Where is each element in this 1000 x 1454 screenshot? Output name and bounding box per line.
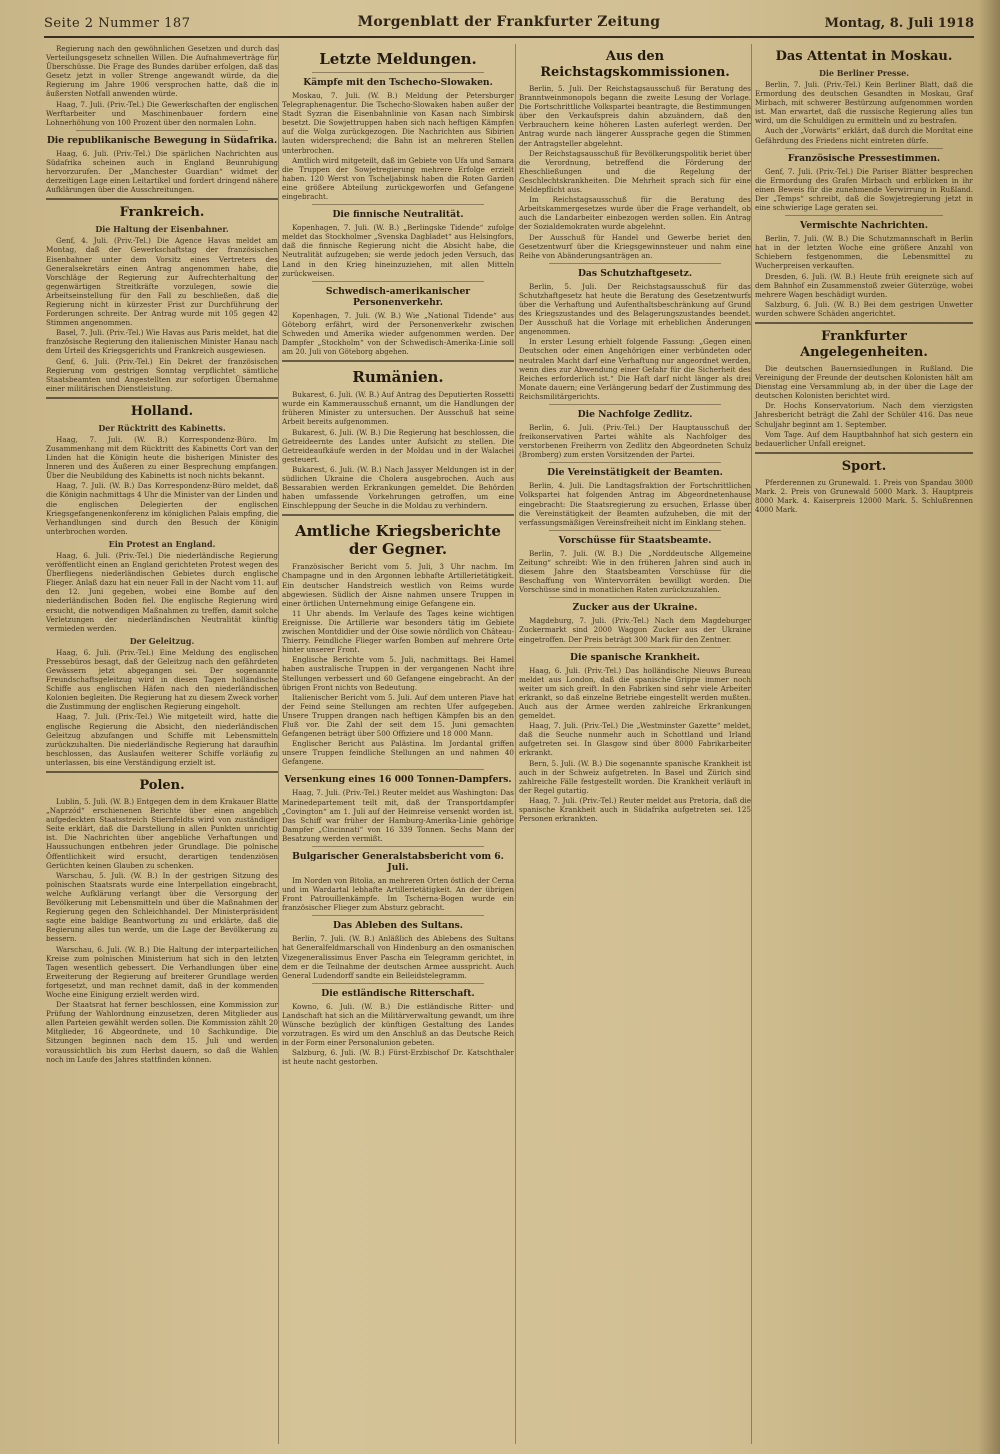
article-divider <box>312 72 484 73</box>
article-subheadline: Die Haltung der Eisenbahner. <box>95 224 229 235</box>
section-heading: Holland. <box>130 403 194 419</box>
article-paragraph: Salzburg, 6. Juli. (W. B.) Fürst-Erzbischof Dr. Katschthaler ist heute nacht gestorben. <box>282 1048 514 1067</box>
section-heading: Rumänien. <box>352 368 444 387</box>
article-paragraph: Lublin, 5. Juli. (W. B.) Entgegen dem in dem Krakauer Blatte „Naprzód“ erschienenen Berichte über einen angeblich aufgedeckten Staatsstreich Stiernfeldts wird von zuständiger Seite erklärt, daß die Darstellung in allen Punkten unrichtig ist. Die Nachrichten über angebliche Verhaftungen und Haussuchungen entbehren jeder Grundlage. Die polnische Öffentlichkeit wird ersucht, derartigen tendenziösen Gerüchten keinen Glauben zu schenken. <box>46 797 278 870</box>
article-paragraph: Bern, 5. Juli. (W. B.) Die sogenannte spanische Krankheit ist auch in der Schweiz aufgetreten. In Basel und Zürich sind zahlreiche Fälle festgestellt worden. Die Krankheit verläuft in der Regel gutartig. <box>519 758 751 795</box>
article-paragraph: Haag, 7. Juli. (Priv.-Tel.) Reuter meldet aus Pretoria, daß die spanische Krankheit auch in Südafrika aufgetreten sei. 125 Personen erkrankten. <box>519 795 751 824</box>
article-headline: Französische Pressestimmen. <box>787 152 941 164</box>
article-paragraph: Pferderennen zu Grunewald. 1. Preis von Spandau 3000 Mark. 2. Preis von Grunewald 5000 Mark. 3. Hauptpreis 8000 Mark. 4. Kaiserpreis 12000 Mark. 5. Schlußrennen 4000 Mark. <box>755 477 973 515</box>
article-headline: Vermischte Nachrichten. <box>799 220 929 232</box>
article-paragraph: Genf, 7. Juli. (Priv.-Tel.) Die Pariser Blätter besprechen die Ermordung des Grafen Mirbach und erblicken in ihr einen Beweis für die zunehmende Verwirrung in Rußland. Der „Temps“ schreibt, daß die Sowjetregierung jetzt in eine schwierige Lage geraten sei. <box>755 166 973 213</box>
article-paragraph: Haag, 7. Juli. (Priv.-Tel.) Die Gewerkschaften der englischen Werftarbeiter und Maschinenbauer fordern eine Lohnerhöhung von 100 Prozent über den normalen Lohn. <box>46 99 278 127</box>
section-divider <box>46 198 278 200</box>
article-paragraph: Kowno, 6. Juli. (W. B.) Die estländische Ritter- und Landschaft hat sich an die Militärverwaltung gewandt, um ihre Wünsche bezüglich der künftigen Gestaltung des Landes vorzutragen. Es wird um den Anschluß an das Deutsche Reich in der Form einer Personalunion gebeten. <box>282 1001 514 1048</box>
article-paragraph: Berlin, 4. Juli. Die Landtagsfraktion der Fortschrittlichen Volkspartei hat folgenden Antrag im Abgeordnetenhause eingebracht: Die Staatsregierung zu ersuchen, Erlasse über die Vereinstätigkeit der Beamten aufzuheben, die mit der verfassungsmäßigen Vereinsfreiheit nicht im Einklang stehen. <box>519 481 751 527</box>
article-paragraph: Der Reichstagsausschuß für Bevölkerungspolitik beriet über die Verordnung, betreffend die Förderung der Eheschließungen und die Regelung der Geschlechtskrankheiten. Die Mehrheit sprach sich für eine Meldepflicht aus. <box>519 148 751 195</box>
section-divider <box>755 322 973 324</box>
article-subheadline: Die Berliner Presse. <box>818 68 910 78</box>
article-headline: Versenkung eines 16 000 Tonnen-Dampfers. <box>284 774 512 786</box>
article-headline: Die estländische Ritterschaft. <box>321 987 475 999</box>
section-heading: Das Attentat in Moskau. <box>775 49 953 64</box>
article-paragraph: Berlin, 5. Juli. Der Reichstagsausschuß für Beratung des Branntweinmonopols begann die zweite Lesung der Vorlage. Die Fortschrittliche Volkspartei beantragte, die Bestimmungen über den Verkaufspreis dahin abzuändern, daß den Verbrauchern keine höheren Lasten auferlegt werden. Der Antrag wurde nach längerer Aussprache gegen die Stimmen der Antragsteller abgelehnt. <box>519 84 751 148</box>
article-paragraph: 11 Uhr abends. Im Verlaufe des Tages keine wichtigen Ereignisse. Die Artillerie war besonders tätig im Gebiete zwischen Montdidier und der Oise sowie nördlich von Château-Thierry. Feindliche Flieger warfen Bomben auf mehrere Orte hinter unserer Front. <box>282 608 514 655</box>
article-paragraph: Französischer Bericht vom 5. Juli, 3 Uhr nachm. Im Champagne und in den Argonnen lebhafte Artillerietätigkeit. Ein deutscher Handstreich westlich von Reims wurde abgewiesen. Südlich der Aisne nahmen unsere Truppen in einer örtlichen Unternehmung einige Gefangene ein. <box>282 562 514 608</box>
article-divider <box>76 130 248 131</box>
column-rule <box>515 44 516 1444</box>
section-heading: Polen. <box>139 778 185 793</box>
section-heading: Sport. <box>841 458 887 474</box>
article-paragraph: Haag, 7. Juli. (W. B.) Das Korrespondenz-Büro meldet, daß die Königin nachmittags 4 Uhr die Minister van der Linden und die englischen Delegierten der englischen Kriegsgefangenenkonferenz im königlichen Palais empfing, die Verhandlungen sind durch den Besuch der Königin unterbrochen worden. <box>46 481 279 536</box>
section-heading: Amtliche Kriegsberichte der Gegner. <box>295 522 501 559</box>
article-paragraph: Berlin, 6. Juli. (Priv.-Tel.) Der Hauptausschuß der freikonservativen Partei wählte als Nachfolger des verstorbenen Freiherrn von Zedlitz den Abgeordneten Schulz (Bromberg) zum ersten Vorsitzenden der Partei. <box>519 423 751 460</box>
column-2 <box>282 44 514 1068</box>
article-paragraph: Magdeburg, 7. Juli. (Priv.-Tel.) Nach dem Magdeburger Zuckermarkt sind 2000 Waggon Zucker aus der Ukraine eingetroffen. Der Preis beträgt 300 Mark für den Zentner. <box>519 616 751 644</box>
article-subheadline: Ein Protest an England. <box>108 538 216 549</box>
newspaper-title: Morgenblatt der Frankfurter Zeitung <box>357 14 661 30</box>
article-divider <box>312 983 484 984</box>
article-headline: Bulgarischer Generalstabsbericht vom 6. Juli. <box>292 851 504 873</box>
article-paragraph: Der Staatsrat hat ferner beschlossen, eine Kommission zur Prüfung der Wahlordnung einzusetzen, deren Mitglieder aus allen Parteien gewählt werden sollen. Die Kommission zählt 20 Mitglieder, 16 Abgeordnete, und 10 Sachkundige. Die Sitzungen beginnen nach dem 15. Juli und werden voraussichtlich bis zum Herbst dauern, so daß die Wahlen noch im Laufe des Jahres stattfinden können. <box>46 1000 278 1064</box>
article-headline: Kämpfe mit den Tschecho-Slowaken. <box>303 77 493 88</box>
article-paragraph: Auch der „Vorwärts“ erklärt, daß durch die Mordtat eine Gefährdung des Friedens nicht eintreten dürfe. <box>755 126 973 145</box>
binding-shadow <box>978 0 1000 1454</box>
article-divider <box>549 530 721 531</box>
article-paragraph: Berlin, 7. Juli. (W. B.) Die „Norddeutsche Allgemeine Zeitung“ schreibt: Wie in den früheren Jahren sind auch in diesem Jahre den Staatsbeamten Vorschüsse für die Beschaffung von Wintervorräten bewilligt worden. Die Vorschüsse sind in monatlichen Raten zurückzuzahlen. <box>519 548 751 595</box>
article-headline: Zucker aus der Ukraine. <box>572 602 698 614</box>
article-headline: Das Ableben des Sultans. <box>332 920 464 932</box>
article-paragraph: Moskau, 7. Juli. (W. B.) Meldung der Petersburger Telegraphenagentur. Die Tschecho-Slowaken haben außer der Stadt Syzran die Eisenbahnlinie von Kasan nach Simbirsk besetzt. Die Sowjettruppen haben sich nach heftigen Kämpfen auf die Wolga zurückgezogen. Die Nachrichten aus Sibirien lauten widersprechend; die Bahn ist an mehreren Stellen unterbrochen. <box>282 91 514 155</box>
article-headline: Die finnische Neutralität. <box>332 209 464 221</box>
article-paragraph: Haag, 6. Juli. (Priv.-Tel.) Die niederländische Regierung veröffentlicht einen an England gerichteten Protest wegen des Überfliegens niederländischen Gebietes durch englische Flieger. Anlaß dazu hat ein neuer Fall in der Nacht vom 11. auf den 12. Juni gegeben, wobei eine Bombe auf den niederländischen Boden fiel. Die englische Regierung wird ersucht, die notwendigen Maßnahmen zu treffen, damit solche Verletzungen der niederländischen Neutralität künftig vermieden werden. <box>46 550 278 633</box>
article-paragraph: Genf, 4. Juli. (Priv.-Tel.) Die Agence Havas meldet am Montag, daß der Gewerkschaftstag der französischen Eisenbahner unter dem Vorsitz eines Vertreters des Generalsekretärs einen Antrag angenommen habe, die Vorschläge der Regierung zur Aufrechterhaltung der gegenwärtigen Streitkräfte vorzulegen, sowie die Arbeitseinstellung für den Fall zu beschließen, daß die Regierung nicht in kürzester Frist zur Durchführung der Forderungen schreite. Der Antrag wurde mit 105 gegen 42 Stimmen angenommen. <box>46 236 278 328</box>
article-paragraph: Haag, 6. Juli. (Priv.-Tel.) Das holländische Nieuws Bureau meldet aus London, daß die spanische Grippe immer noch weiter um sich greift. In den Fabriken sind sehr viele Arbeiter erkrankt, so daß einzelne Betriebe eingestellt werden mußten. Auch aus der Armee werden zahlreiche Erkrankungen gemeldet. <box>519 665 751 721</box>
section-divider <box>282 360 514 362</box>
article-paragraph: In erster Lesung erhielt folgende Fassung: „Gegen einen Deutschen oder einen Angehörigen einer verbündeten oder neutralen Macht darf eine Verhaftung nur angeordnet werden, wenn dies zur Abwendung einer Gefahr für die Sicherheit des Reiches erforderlich ist.“ Die Haft darf nicht länger als drei Monate dauern; eine Verlängerung bedarf der Zustimmung des Reichsmilitärgerichts. <box>519 337 751 401</box>
issue-date: Montag, 8. Juli 1918 <box>824 16 974 31</box>
article-paragraph: Haag, 6. Juli. (Priv.-Tel.) Die spärlichen Nachrichten aus Südafrika scheinen auch in England Beunruhigung hervorzurufen. Der „Manchester Guardian“ widmet der derzeitigen Lage einen Leitartikel und fordert dringend nähere Aufklärungen über die Ausschreitungen. <box>46 148 278 195</box>
article-paragraph: Haag, 7. Juli. (W. B.) Korrespondenz-Büro. Im Zusammenhang mit dem Rücktritt des Kabinetts Cort van der Linden hat die Königin heute die bisherigen Minister des Inneren und des Äußeren zu einer Besprechung empfangen. Über die Neubildung des Kabinetts ist noch nichts bekannt. <box>46 434 278 481</box>
article-paragraph: Amtlich wird mitgeteilt, daß im Gebiete von Ufa und Samara die Truppen der Sowjetregierung mehrere Erfolge erzielt haben. 120 Werst von Tscheljabinsk haben die Roten Garden eine größere Abteilung zurückgeworfen und Gefangene eingebracht. <box>282 155 514 202</box>
article-paragraph: Salzburg, 6. Juli. (W. B.) Bei dem gestrigen Unwetter wurden schwere Schäden angerichtet. <box>755 299 973 318</box>
article-paragraph: Dresden, 6. Juli. (W. B.) Heute früh ereignete sich auf dem Bahnhof ein Zusammenstoß zweier Güterzüge, wobei mehrere Wagen beschädigt wurden. <box>755 271 973 299</box>
article-paragraph: Bukarest, 6. Juli. (W. B.) Auf Antrag des Deputierten Rossetti wurde ein Kammerausschuß ernannt, um die Handlungen der früheren Minister zu untersuchen. Der Ausschuß hat seine Arbeit bereits aufgenommen. <box>282 390 514 427</box>
article-divider <box>312 915 484 916</box>
article-paragraph: Kopenhagen, 7. Juli. (W. B.) „Berlingske Tidende“ zufolge meldet das Stockholmer „Svenska Dagbladet“ aus Helsingfors, daß die finnische Regierung nicht die Absicht habe, die Neutralität aufzugeben; sie werde jedoch jeden Versuch, das Land in den Krieg hineinzuziehen, mit allen Mitteln zurückweisen. <box>282 223 514 278</box>
article-headline: Die spanische Krankheit. <box>570 651 700 663</box>
article-paragraph: Berlin, 5. Juli. Der Reichstagsausschuß für das Schutzhaftgesetz hat heute die Beratung des Gesetzentwurfs über die Verhaftung und Aufenthaltsbeschränkung auf Grund des Kriegszustandes und des Belagerungszustandes beendet. Der Ausschuß hat die Vorlage mit erheblichen Änderungen angenommen. <box>519 281 751 337</box>
article-divider <box>549 462 721 463</box>
article-paragraph: Berlin, 7. Juli. (W. B.) Anläßlich des Ablebens des Sultans hat Generalfeldmarschall von Hindenburg an den osmanischen Vizegeneralissimus Enver Pascha ein Telegramm gerichtet, in dem er die Teilnahme der deutschen Armee ausspricht. Auch General Ludendorff sandte ein Beileidstelegramm. <box>282 934 514 980</box>
article-paragraph: Berlin, 7. Juli. (Priv.-Tel.) Kein Berliner Blatt, daß die Ermordung des deutschen Gesandten in Moskau, Graf Mirbach, mit schwerer Bestürzung aufgenommen worden ist. Man erwartet, daß die russische Regierung alles tun wird, um die Schuldigen zu ermitteln und zu bestrafen. <box>755 80 973 126</box>
masthead <box>44 14 974 38</box>
article-divider <box>549 647 721 648</box>
article-paragraph: Warschau, 5. Juli. (W. B.) In der gestrigen Sitzung des polnischen Staatsrats wurde eine Interpellation eingebracht, welche Aufklärung verlangt über die Versorgung der Bevölkerung mit Lebensmitteln und über die Maßnahmen der Regierung gegen den Schleichhandel. Der Ministerpräsident sagte eine baldige Beantwortung zu und erklärte, daß die Regierung alles tun werde, um die Lage der Bevölkerung zu bessern. <box>46 870 278 944</box>
section-heading: Frankreich. <box>119 205 205 221</box>
article-divider <box>549 597 721 598</box>
article-paragraph: Basel, 7. Juli. (Priv.-Tel.) Wie Havas aus Paris meldet, hat die französische Regierung den italienischen Minister Hanau nach dem Urteil des Kriegsgerichts und Frankreich ausgewiesen. <box>46 328 278 356</box>
section-divider <box>46 397 278 399</box>
article-headline: Die republikanische Bewegung in Südafrika. <box>46 134 278 146</box>
article-paragraph: Bukarest, 6. Juli. (W. B.) Die Regierung hat beschlossen, die Getreideernte des Landes unter Aufsicht zu stellen. Die Getreideaufkäufe werden in der Moldau und in der Walachei gesteuert. <box>282 427 514 464</box>
article-paragraph: Haag, 6. Juli. (Priv.-Tel.) Eine Meldung des englischen Pressebüros besagt, daß der Geleitzug nach den gefährdeten Gewässern jetzt abgegangen sei. Der sogenannte Freundschaftsgeleitzug wird in diesen Tagen holländische Schiffe aus englischen Häfen nach den niederländischen Kolonien begleiten. Die Regierung hat zu diesem Zweck vorher die Zustimmung der englischen Regierung eingeholt. <box>46 647 278 712</box>
article-headline: Die Vereinstätigkeit der Beamten. <box>547 467 723 479</box>
article-subheadline: Der Rücktritt des Kabinetts. <box>98 422 226 433</box>
column-1 <box>46 44 278 1065</box>
article-paragraph: Englischer Bericht aus Palästina. Im Jordantal griffen unsere Truppen feindliche Stellungen an und nahmen 40 Gefangene. <box>282 739 514 767</box>
section-divider <box>282 514 514 516</box>
section-divider <box>46 771 278 773</box>
article-paragraph: Kopenhagen, 7. Juli. (W. B.) Wie „National Tidende“ aus Göteborg erfährt, wird der Personenverkehr zwischen Schweden und Amerika wieder aufgenommen werden. Der Dampfer „Stockholm“ von der Schwedisch-Amerika-Linie soll am 20. Juli von Göteborg abgehen. <box>282 310 514 357</box>
column-rule <box>278 44 279 1444</box>
column-3 <box>519 44 751 824</box>
article-headline: Die Nachfolge Zedlitz. <box>577 409 693 420</box>
article-paragraph: Im Reichstagsausschuß für die Beratung des Arbeitskammergesetzes wurde über die Frage verhandelt, ob auch die Landarbeiter einbezogen werden sollen. Ein Antrag der Sozialdemokraten wurde abgelehnt. <box>519 195 751 232</box>
section-heading: Frankfurter Angelegenheiten. <box>800 328 928 360</box>
article-paragraph: Genf, 6. Juli. (Priv.-Tel.) Ein Dekret der französischen Regierung vom gestrigen Sonntag verpflichtet sämtliche Staatsbeamten und Angestellten zur sofortigen Übernahme einer militärischen Dienstleistung. <box>46 356 278 393</box>
article-divider <box>312 769 484 770</box>
article-paragraph: Berlin, 7. Juli. (W. B.) Die Schutzmannschaft in Berlin hat in der letzten Woche eine größere Anzahl von Schiebern festgenommen, die Lebensmittel zu Wucherpreisen verkauften. <box>755 234 973 271</box>
article-divider <box>312 846 484 847</box>
column-rule <box>751 44 752 1444</box>
article-paragraph: Der Ausschuß für Handel und Gewerbe beriet den Gesetzentwurf über die Kriegsgewinnsteuer und nahm eine Reihe von Abänderungsanträgen an. <box>519 232 751 260</box>
article-paragraph: Bukarest, 6. Juli. (W. B.) Nach Jassyer Meldungen ist in der südlichen Ukraine die Cholera ausgebrochen. Auch aus Bessarabien werden Erkrankungen gemeldet. Die Behörden haben umfassende Vorkehrungen getroffen, um eine Einschleppung der Seuche in die Moldau zu verhindern. <box>282 464 514 511</box>
section-divider <box>755 452 973 454</box>
article-headline: Schwedisch-amerikanischer Personenverkehr. <box>325 285 471 308</box>
article-paragraph: Italienischer Bericht vom 5. Juli. Auf dem unteren Piave hat der Feind seine Stellungen am rechten Ufer aufgegeben. Unsere Truppen drangen nach heftigen Kämpfen bis an den Fluß vor. Die Zahl der seit dem 15. Juni gemachten Gefangenen beträgt über 500 Offiziere und 18 000 Mann. <box>282 692 514 739</box>
article-divider <box>549 404 721 405</box>
article-divider <box>312 281 484 282</box>
article-paragraph: Haag, 7. Juli. (Priv.-Tel.) Wie mitgeteilt wird, hatte die englische Regierung die Absicht, den niederländischen Geleitzug abzufangen und Schiffe mit Lebensmitteln zurückzuhalten. Die niederländische Regierung hat daraufhin beschlossen, das Auslaufen weiterer Schiffe vorläufig zu unterlassen, bis eine Verständigung erzielt ist. <box>46 712 278 767</box>
article-divider <box>785 148 943 149</box>
article-paragraph: Haag, 7. Juli. (Priv.-Tel.) Reuter meldet aus Washington: Das Marinedepartement teilt mit, daß der Transportdampfer „Covington“ am 1. Juli auf der Heimreise versenkt worden ist. Das Schiff war früher der Hamburg-Amerika-Linie gehörige Dampfer „Cincinnati“ von 16 339 Tonnen. Sechs Mann der Besatzung werden vermißt. <box>282 788 514 843</box>
section-heading: Letzte Meldungen. <box>319 50 477 68</box>
article-paragraph: Die deutschen Bauernsiedlungen in Rußland. Die Vereinigung der Freunde der deutschen Kolonisten hält am Dienstag eine Versammlung ab, in der über die Lage der deutschen Kolonisten berichtet wird. <box>755 363 973 401</box>
article-paragraph: Dr. Hochs Konservatorium. Nach dem vierzigsten Jahresbericht beträgt die Zahl der Schüler 416. Das neue Schuljahr beginnt am 1. September. <box>755 401 973 429</box>
article-divider <box>785 215 943 216</box>
article-paragraph: Regierung nach den gewöhnlichen Gesetzen und durch das Verteilungsgesetz schnellen Willen. Die Aufnahmeverträge für Überschüsse. Die Frage des Bundes darüber erfolgen, daß das Gesetz jetzt in voller Strenge angewandt würde, da die Regierung im Jahre 1906 versprochen hatte, daß die in äußersten Notfall anwenden würde. <box>46 44 278 99</box>
article-paragraph: Haag, 7. Juli. (Priv.-Tel.) Die „Westminster Gazette“ meldet, daß die Seuche nunmehr auch in Schottland und Irland aufgetreten sei. In Glasgow sind über 8000 Fabrikarbeiter erkrankt. <box>519 721 751 758</box>
article-headline: Vorschüsse für Staatsbeamte. <box>558 534 712 546</box>
article-headline: Das Schutzhaftgesetz. <box>577 267 693 279</box>
article-paragraph: Englische Berichte vom 5. Juli, nachmittags. Bei Hamel haben australische Truppen in der vergangenen Nacht ihre Stellungen verbessert und 60 Gefangene eingebracht. An der übrigen Front nichts von Bedeutung. <box>282 655 514 692</box>
page-number: Seite 2 Nummer 187 <box>44 16 191 31</box>
section-heading: Aus den Reichstagskommissionen. <box>540 49 730 80</box>
article-divider <box>312 204 484 205</box>
article-subheadline: Der Geleitzug. <box>129 635 195 646</box>
article-divider <box>549 263 721 264</box>
article-paragraph: Warschau, 6. Juli. (W. B.) Die Haltung der interparteilichen Kreise zum polnischen Ministerium hat sich in den letzten Tagen wesentlich gebessert. Die Verhandlungen über eine Erweiterung der Regierung auf breiterer Grundlage werden fortgesetzt, und man rechnet damit, daß in der kommenden Woche eine Einigung erzielt werden wird. <box>46 944 278 999</box>
article-paragraph: Im Norden von Bitolia, an mehreren Orten östlich der Cerna und im Wardartal lebhafte Artillerietätigkeit. An der übrigen Front Patrouillenkämpfe. Im Tscherna-Bogen wurde ein französischer Flieger zum Absturz gebracht. <box>282 876 514 913</box>
article-paragraph: Vom Tage. Auf dem Hauptbahnhof hat sich gestern ein bedauerlicher Unfall ereignet. <box>755 429 973 448</box>
column-4 <box>755 44 973 515</box>
